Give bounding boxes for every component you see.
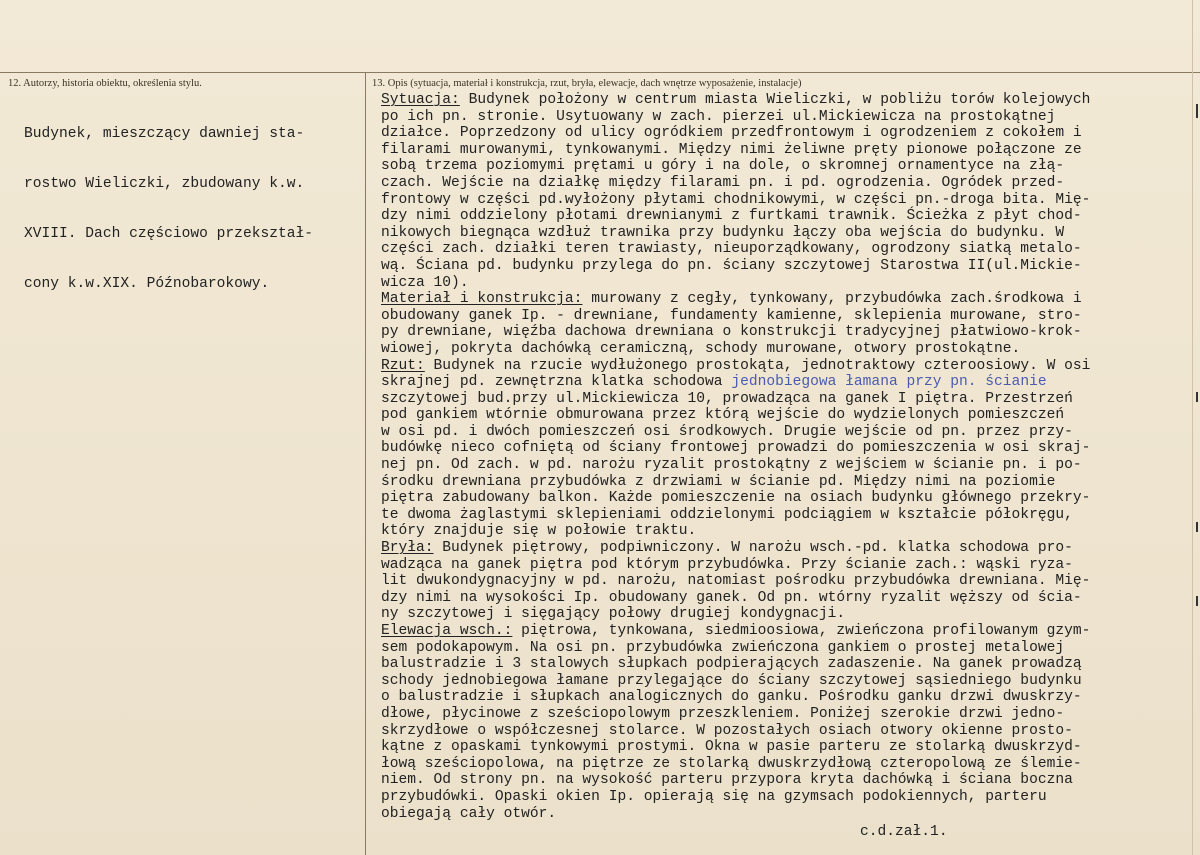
text-line — [381, 192, 1090, 209]
text-line — [381, 308, 1090, 325]
text-line — [381, 407, 1090, 424]
line-text: budówkę nieco cofniętą od ściany frontowej prowadzi do pomieszczenia w osi skraj- — [381, 440, 1091, 457]
line-text: skrzydłowe o współczesnej stolarce. W pozostałych osiach otwory okienne prosto- — [381, 722, 1073, 739]
continuation-reference: c.d.zał.1. — [860, 824, 948, 840]
text-line — [381, 474, 1090, 491]
text-line: XVIII. Dach częściowo przekształ- — [24, 225, 314, 242]
text-line — [381, 457, 1090, 474]
line-text: wadząca na ganek piętra pod którym przybudówka. Przy ścianie zach.: wąski ryza- — [381, 556, 1073, 573]
text-line — [381, 175, 1090, 192]
line-text: przybudówki. Opaski okien Ip. opierają się na gzymsach podokiennych, parteru — [381, 788, 1047, 805]
text-line — [381, 490, 1090, 507]
section-heading: Bryła: — [381, 540, 434, 557]
text-line — [381, 689, 1090, 706]
text-line — [381, 440, 1090, 457]
section-heading: Sytuacja: — [381, 92, 460, 108]
text-line — [381, 756, 1090, 773]
margin-tick — [1196, 596, 1198, 606]
text-line: cony k.w.XIX. Późnobarokowy. — [24, 275, 270, 292]
line-text: piętrowa, tynkowana, siedmioosiowa, zwieńczona profilowanym gzym- — [512, 623, 1091, 639]
text-line — [381, 341, 1090, 358]
text-line — [381, 275, 1090, 292]
text-line — [381, 723, 1090, 740]
text-line — [381, 806, 1090, 823]
text-line — [381, 507, 1090, 524]
text-line: rostwo Wieliczki, zbudowany k.w. — [24, 175, 305, 192]
header-divider — [0, 72, 1200, 73]
text-line: Budynek, mieszczący dawniej sta- — [24, 126, 305, 143]
text-line — [381, 208, 1090, 225]
line-text: nikowych biegnąca wzdłuż trawnika przy budynku łączy oba wejścia do budynku. W — [381, 224, 1065, 241]
text-line — [381, 739, 1090, 756]
text-line — [381, 109, 1090, 126]
text-line — [381, 772, 1090, 789]
heading-line — [381, 291, 1090, 308]
section-heading: Rzut: — [381, 357, 425, 374]
line-text: schody jednobiegowa łamane przylegające do ściany szczytowej sąsiedniego budynku — [381, 672, 1082, 689]
text-line — [381, 573, 1090, 590]
line-text: czach. Wejście na działkę między filarami pn. i pd. ogrodzenia. Ogródek przed- — [381, 174, 1065, 191]
section-12-text — [24, 93, 313, 325]
line-text: obiegają cały otwór. — [381, 805, 557, 822]
text-line — [381, 789, 1090, 806]
text-line — [381, 557, 1090, 574]
line-text: szczytowej bud.przy ul.Mickiewicza 10, prowadząca na ganek I piętra. Przestrzeń — [381, 390, 1073, 407]
line-text: skrajnej pd. zewnętrzna klatka schodowa — [381, 374, 732, 391]
line-text: filarami murowanymi, tynkowanymi. Między nimi żeliwne pręty pionowe połączone ze — [381, 141, 1082, 158]
text-line — [381, 258, 1090, 275]
line-text: wicza 10). — [381, 274, 469, 291]
line-text: dzy nimi oddzielony płotami drewnianymi z furtkami trawnik. Ścieżka z płyt chod- — [381, 208, 1082, 225]
line-text: obudowany ganek Ip. - drewniane, fundamenty kamienne, sklepienia murowane, stro- — [381, 307, 1082, 324]
line-text: murowany z cegły, tynkowany, przybudówka zach.środkowa i — [582, 291, 1082, 308]
line-text: Budynek położony w centrum miasta Wieliczki, w pobliżu torów kolejowych — [459, 92, 1091, 108]
line-text: ny szczytowej i sięgający połowy drugiej kondygnacji. — [381, 606, 846, 623]
text-line — [381, 158, 1090, 175]
margin-tick — [1196, 392, 1198, 402]
text-line — [381, 225, 1090, 242]
text-line — [381, 324, 1090, 341]
text-line — [381, 606, 1090, 623]
line-text: łową sześciopolowa, na piętrze ze stolarką dwuskrzydłową czteropolową ze ślemie- — [381, 755, 1082, 772]
line-text: frontowy w części pd.wyłożony płytami chodnikowymi, w części pn.-droga bita. Mię- — [381, 191, 1091, 208]
line-text: wiowej, pokryta dachówką ceramiczną, schody murowane, otwory prostokątne. — [381, 340, 1021, 357]
line-text: py drewniane, więźba dachowa drewniana o konstrukcji tradycyjnej płatwiowo-krok- — [381, 324, 1082, 341]
section-13-label: 13. Opis (sytuacja, materiał i konstrukcja, rzut, bryła, elewacje, dach wnętrze wyposażenie, instalacje) — [372, 78, 802, 89]
line-text: sem podokapowym. Na osi pn. przybudówka zwieńczona gankiem o prostej metalowej — [381, 639, 1065, 656]
line-text: pod gankiem wtórnie obmurowana przez którą wejście do wydzielonych pomieszczeń — [381, 407, 1065, 424]
line-text: Budynek na rzucie wydłużonego prostokąta, jednotraktowy czteroosiowy. W osi — [424, 357, 1091, 374]
text-line — [381, 142, 1090, 159]
heading-line — [381, 92, 1090, 109]
correction-text: jednobiegowa łamana przy pn. ścianie — [731, 374, 1047, 391]
text-line — [381, 673, 1090, 690]
section-13-text — [381, 92, 1090, 822]
line-text: nej pn. Od zach. w pd. narożu ryzalit prostokątny z wejściem w ścianie pn. i po- — [381, 457, 1082, 474]
text-line — [381, 125, 1090, 142]
line-text: niem. Od strony pn. na wysokość parteru przypora kryta dachówką i ściana boczna — [381, 772, 1073, 789]
section-heading: Materiał i konstrukcja: — [381, 291, 583, 308]
text-line — [381, 374, 1090, 391]
section-heading: Elewacja wsch.: — [381, 623, 513, 639]
line-text: dłowe, płycinowe z sześciopolowym przeszkleniem. Poniżej szerokie drzwi jedno- — [381, 705, 1065, 722]
line-text: środku drewniana przybudówka z drzwiami w ścianie pd. Między nimi na poziomie — [381, 473, 1056, 490]
text-line — [381, 241, 1090, 258]
section-12-label: 12. Autorzy, historia obiektu, określenia stylu. — [8, 78, 202, 89]
line-text: Budynek piętrowy, podpiwniczony. W narożu wsch.-pd. klatka schodowa pro- — [433, 540, 1073, 557]
text-line — [381, 656, 1090, 673]
line-text: części zach. działki teren trawiasty, nieuporządkowany, ogrodzony siatką metalo- — [381, 241, 1082, 258]
text-line — [381, 424, 1090, 441]
line-text: te dwoma żaglastymi sklepieniami oddzielonymi podciągiem w kształcie półokręgu, — [381, 506, 1073, 523]
line-text: po ich pn. stronie. Usytuowany w zach. pierzei ul.Mickiewicza na prostokątnej — [381, 108, 1056, 125]
heading-line — [381, 623, 1090, 640]
line-text: sobą trzema poziomymi prętami u góry i na dole, o skromnej ornamentyce na złą- — [381, 158, 1065, 175]
line-text: który znajduje się w połowie traktu. — [381, 523, 697, 540]
text-line — [381, 391, 1090, 408]
line-text: o balustradzie i słupkach analogicznych do ganku. Pośrodku ganku drzwi dwuskrzy- — [381, 689, 1082, 706]
line-text: wą. Ściana pd. budynku przylega do pn. ściany szczytowej Starostwa II(ul.Mickie- — [381, 257, 1082, 274]
line-text: lit dwukondygnacyjny w pd. narożu, natomiast pośrodku przybudówka drewniana. Mię- — [381, 573, 1091, 590]
line-text: piętra zabudowany balkon. Każde pomieszczenie na osiach budynku głównego przekry- — [381, 490, 1091, 507]
text-line — [381, 590, 1090, 607]
line-text: balustradzie i 3 stalowych słupkach podpierających zadaszenie. Na ganek prowadzą — [381, 656, 1082, 673]
margin-tick — [1196, 104, 1198, 118]
card-edge — [1192, 0, 1193, 855]
column-divider — [365, 72, 366, 855]
line-text: kątne z opaskami tynkowymi prostymi. Okna w pasie parteru ze stolarką dwuskrzyd- — [381, 739, 1082, 756]
line-text: w osi pd. i dwóch pomieszczeń osi środkowych. Drugie wejście od pn. przez przy- — [381, 423, 1073, 440]
line-text: działce. Poprzedzony od ulicy ogródkiem przedfrontowym i ogrodzeniem z cokołem i — [381, 125, 1082, 142]
text-line — [381, 640, 1090, 657]
margin-tick — [1196, 522, 1198, 532]
line-text: dzy nimi na wysokości Ip. obudowany ganek. Od pn. wtórny ryzalit węższy od ścia- — [381, 589, 1082, 606]
text-line — [381, 706, 1090, 723]
text-line — [381, 523, 1090, 540]
heading-line — [381, 540, 1090, 557]
heading-line — [381, 358, 1090, 375]
